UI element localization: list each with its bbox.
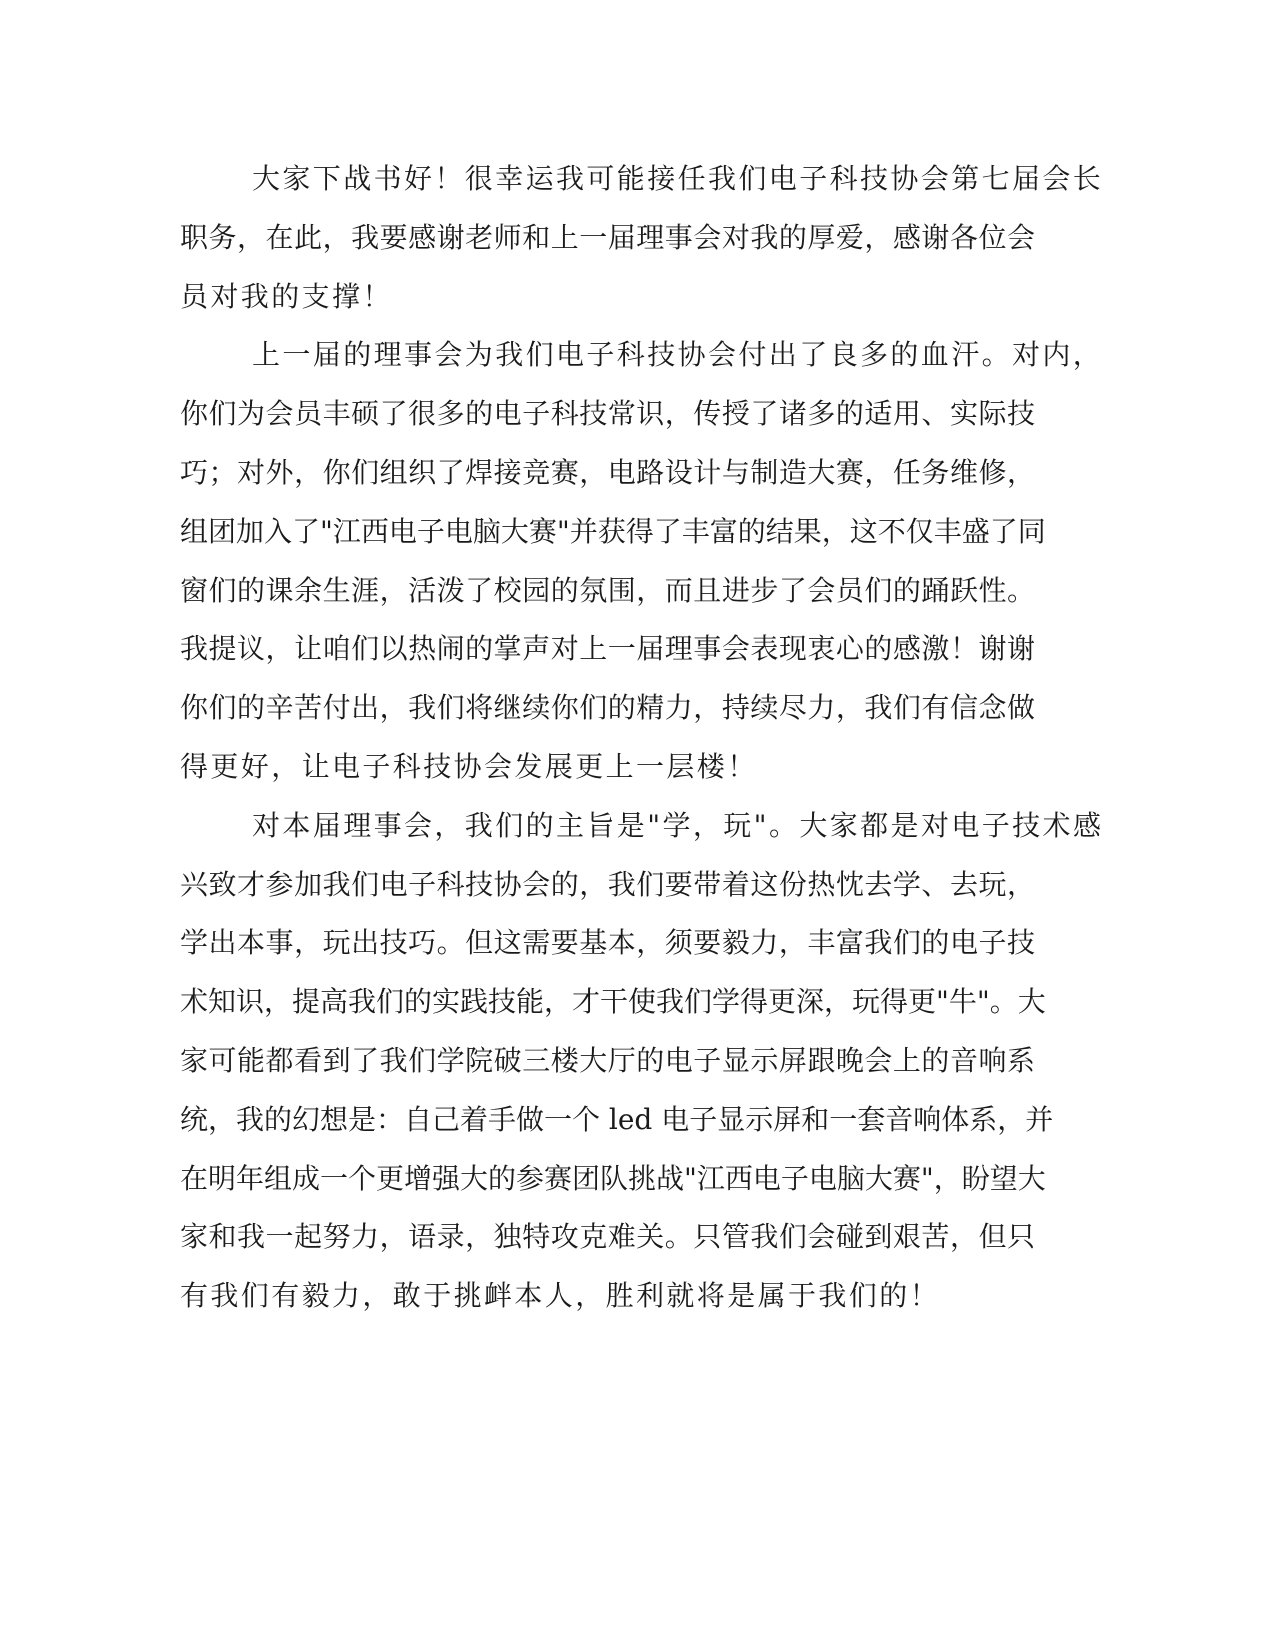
paragraph-3-line-9: 有我们有毅力，敢于挑衅本人，胜利就将是属于我们的！ <box>180 1279 941 1313</box>
paragraph-2-line-8: 得更好，让电子科技协会发展更上一层楼！ <box>180 749 758 783</box>
paragraph-2-line-3: 巧；对外，你们组织了焊接竞赛，电路设计与制造大赛，任务维修， <box>180 455 1035 489</box>
paragraph-2-line-4: 组团加入了"江西电子电脑大赛"并获得了丰富的结果，这不仅丰盛了同 <box>180 514 1046 548</box>
paragraph-3-line-5: 家可能都看到了我们学院破三楼大厅的电子显示屏跟晚会上的音响系 <box>180 1043 1035 1077</box>
paragraph-3-line-6: 统，我的幻想是：自己着手做一个 led 电子显示屏和一套音响体系，并 <box>180 1102 1054 1136</box>
paragraph-1-line-3: 员对我的支撑！ <box>180 279 393 313</box>
paragraph-1-line-2: 职务，在此，我要感谢老师和上一届理事会对我的厚爱，感谢各位会 <box>180 220 1035 254</box>
document-body <box>180 150 1104 1326</box>
paragraph-2-line-2: 你们为会员丰硕了很多的电子科技常识，传授了诸多的适用、实际技 <box>180 397 1035 431</box>
paragraph-3-line-8: 家和我一起努力，语录，独特攻克难关。只管我们会碰到艰苦，但只 <box>180 1220 1035 1254</box>
paragraph-2-line-5: 窗们的课余生涯，活泼了校园的氛围，而且进步了会员们的踊跃性。 <box>180 573 1035 607</box>
paragraph-3-line-3: 学出本事，玩出技巧。但这需要基本，须要毅力，丰富我们的电子技 <box>180 926 1035 960</box>
paragraph-3-line-2: 兴致才参加我们电子科技协会的，我们要带着这份热忱去学、去玩， <box>180 867 1035 901</box>
paragraph-2-line-7: 你们的辛苦付出，我们将继续你们的精力，持续尽力，我们有信念做 <box>180 691 1035 725</box>
paragraph-3-line-1: 对本届理事会，我们的主旨是"学，玩"。大家都是对电子技术感 <box>252 808 1104 842</box>
paragraph-2-line-1: 上一届的理事会为我们电子科技协会付出了良多的血汗。对内， <box>252 338 1104 372</box>
paragraph-1-line-1: 大家下战书好！很幸运我可能接任我们电子科技协会第七届会长 <box>252 162 1104 195</box>
paragraph-2-line-6: 我提议，让咱们以热闹的掌声对上一届理事会表现衷心的感激！谢谢 <box>180 632 1035 666</box>
paragraph-3-line-7: 在明年组成一个更增强大的参赛团队挑战"江西电子电脑大赛"，盼望大 <box>180 1161 1046 1195</box>
paragraph-3-line-4: 术知识，提高我们的实践技能，才干使我们学得更深，玩得更"牛"。大 <box>180 985 1046 1019</box>
